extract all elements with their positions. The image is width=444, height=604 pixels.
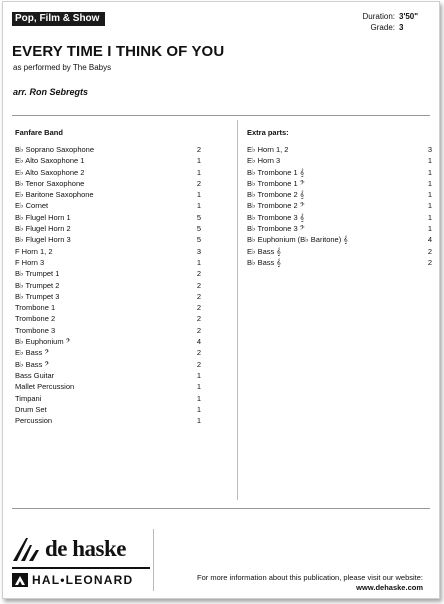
- part-quantity: 2: [196, 303, 201, 313]
- part-name: B♭ Euphonium (B♭ Baritone) 𝄞: [247, 235, 348, 245]
- part-name: B♭ Bass 𝄞: [247, 257, 281, 267]
- part-row: [15, 347, 201, 358]
- part-quantity: 2: [196, 325, 201, 335]
- fanfare-parts-list: [15, 144, 201, 426]
- grade-value: 3: [399, 23, 404, 32]
- part-row: [15, 144, 201, 155]
- part-name: B♭ Trumpet 3: [15, 291, 60, 301]
- part-quantity: 2: [196, 145, 201, 154]
- part-name: Trombone 3: [15, 325, 56, 335]
- part-name: B♭ Flugel Horn 1: [15, 212, 71, 222]
- part-name: E♭ Alto Saxophone 2: [15, 167, 85, 177]
- part-name: E♭ Horn 1, 2: [247, 145, 289, 154]
- part-name: B♭ Tenor Saxophone: [15, 178, 85, 188]
- part-quantity: 2: [196, 269, 201, 279]
- part-name: Trombone 2: [15, 314, 56, 324]
- part-quantity: 2: [196, 178, 201, 188]
- part-name: B♭ Trombone 2 𝄢: [247, 201, 305, 211]
- category-label: Pop, Film & Show: [12, 12, 105, 26]
- part-row: [15, 359, 201, 370]
- part-quantity: 1: [427, 224, 432, 234]
- part-quantity: 2: [196, 359, 201, 369]
- part-quantity: 1: [427, 190, 432, 200]
- part-name: B♭ Bass 𝄢: [15, 359, 50, 369]
- part-name: B♭ Trumpet 1: [15, 269, 60, 279]
- part-row: [15, 223, 201, 234]
- part-name: E♭ Alto Saxophone 1: [15, 156, 85, 166]
- part-quantity: 2: [427, 246, 432, 256]
- part-row: [247, 144, 432, 155]
- part-name: Trombone 1: [15, 303, 56, 313]
- part-name: Percussion: [15, 416, 53, 426]
- part-row: [15, 302, 201, 313]
- part-row: [15, 257, 201, 268]
- part-row: [247, 257, 432, 268]
- part-row: [15, 313, 201, 324]
- part-row: [15, 200, 201, 211]
- part-row: [247, 178, 432, 189]
- part-name: B♭ Trombone 2 𝄞: [247, 190, 305, 200]
- part-quantity: 1: [196, 370, 201, 380]
- part-name: B♭ Flugel Horn 3: [15, 235, 71, 245]
- extra-parts-heading: Extra parts:: [247, 128, 289, 137]
- logo-rule: [12, 567, 150, 569]
- work-metadata: [363, 11, 423, 33]
- part-name: Drum Set: [15, 404, 47, 414]
- part-row: [15, 393, 201, 404]
- hal-leonard-logo-icon: [12, 573, 28, 587]
- part-quantity: 1: [196, 382, 201, 392]
- part-name: E♭ Bass 𝄢: [15, 348, 50, 358]
- bottom-divider: [12, 508, 430, 509]
- website-link[interactable]: www.dehaske.com: [356, 583, 423, 592]
- part-row: [15, 415, 201, 426]
- part-row: [15, 246, 201, 257]
- part-name: B♭ Euphonium 𝄢: [15, 337, 71, 347]
- part-quantity: 1: [427, 167, 432, 177]
- part-quantity: 3: [427, 145, 432, 154]
- part-quantity: 3: [196, 246, 201, 256]
- part-name: F Horn 1, 2: [15, 246, 53, 256]
- part-quantity: 1: [196, 416, 201, 426]
- part-name: E♭ Cornet: [15, 201, 49, 211]
- part-quantity: 2: [196, 314, 201, 324]
- part-quantity: 1: [427, 156, 432, 166]
- logo-wordmark-top: de haske: [45, 536, 126, 561]
- part-name: F Horn 3: [15, 257, 45, 267]
- part-quantity: 2: [427, 257, 432, 267]
- part-name: Timpani: [15, 393, 42, 403]
- part-row: [15, 155, 201, 166]
- part-row: [15, 325, 201, 336]
- part-quantity: 5: [196, 224, 201, 234]
- publisher-logo: [12, 534, 150, 588]
- arranger-credit: arr. Ron Sebregts: [13, 87, 89, 97]
- top-divider: [12, 115, 430, 116]
- part-name: Mallet Percussion: [15, 382, 75, 392]
- part-row: [15, 291, 201, 302]
- grade-label: Grade:: [370, 23, 395, 32]
- part-quantity: 4: [427, 235, 432, 245]
- duration-label: Duration:: [362, 12, 395, 21]
- part-row: [15, 178, 201, 189]
- part-row: [247, 200, 432, 211]
- part-row: [15, 234, 201, 245]
- part-row: [247, 212, 432, 223]
- part-quantity: 2: [196, 280, 201, 290]
- part-row: [15, 212, 201, 223]
- performer-subtitle: as performed by The Babys: [13, 63, 112, 72]
- footer-divider: [153, 529, 154, 591]
- part-quantity: 4: [196, 337, 201, 347]
- part-quantity: 1: [196, 190, 201, 200]
- duration-row: [363, 11, 423, 22]
- part-quantity: 1: [196, 393, 201, 403]
- part-row: [15, 336, 201, 347]
- part-row: [247, 223, 432, 234]
- part-name: E♭ Bass 𝄞: [247, 246, 281, 256]
- duration-value: 3'50": [399, 12, 419, 21]
- part-name: B♭ Trombone 1 𝄞: [247, 167, 305, 177]
- part-row: [15, 370, 201, 381]
- part-name: B♭ Trombone 3 𝄢: [247, 224, 305, 234]
- grade-row: [363, 22, 423, 33]
- fanfare-band-heading: Fanfare Band: [15, 128, 63, 137]
- part-name: E♭ Baritone Saxophone: [15, 190, 94, 200]
- score-cover-page: [2, 1, 440, 599]
- part-quantity: 1: [196, 404, 201, 414]
- part-row: [247, 246, 432, 257]
- part-quantity: 2: [196, 348, 201, 358]
- part-quantity: 1: [196, 156, 201, 166]
- part-row: [15, 268, 201, 279]
- part-name: E♭ Horn 3: [247, 156, 281, 166]
- part-quantity: 1: [196, 201, 201, 211]
- logo-wordmark-bottom: HAL•LEONARD: [32, 573, 134, 587]
- part-row: [247, 167, 432, 178]
- column-divider: [237, 120, 238, 500]
- part-name: B♭ Flugel Horn 2: [15, 224, 71, 234]
- part-name: B♭ Trumpet 2: [15, 280, 60, 290]
- part-row: [247, 189, 432, 200]
- de-haske-logo-icon: [12, 536, 42, 562]
- part-row: [247, 234, 432, 245]
- part-name: Bass Guitar: [15, 370, 55, 380]
- part-row: [15, 404, 201, 415]
- part-row: [15, 381, 201, 392]
- part-quantity: 5: [196, 212, 201, 222]
- part-quantity: 1: [427, 201, 432, 211]
- extra-parts-list: [247, 144, 432, 268]
- publication-info: [197, 573, 423, 593]
- part-quantity: 2: [196, 291, 201, 301]
- part-quantity: 1: [427, 212, 432, 222]
- piece-title: EVERY TIME I THINK OF YOU: [12, 43, 225, 60]
- part-row: [15, 189, 201, 200]
- part-quantity: 5: [196, 235, 201, 245]
- part-row: [247, 155, 432, 166]
- part-name: B♭ Trombone 3 𝄞: [247, 212, 305, 222]
- info-text: For more information about this publication, please visit our website:: [197, 573, 423, 582]
- part-quantity: 1: [196, 257, 201, 267]
- part-quantity: 1: [196, 167, 201, 177]
- part-name: B♭ Soprano Saxophone: [15, 145, 95, 154]
- part-quantity: 1: [427, 178, 432, 188]
- part-name: B♭ Trombone 1 𝄢: [247, 178, 305, 188]
- part-row: [15, 280, 201, 291]
- part-row: [15, 167, 201, 178]
